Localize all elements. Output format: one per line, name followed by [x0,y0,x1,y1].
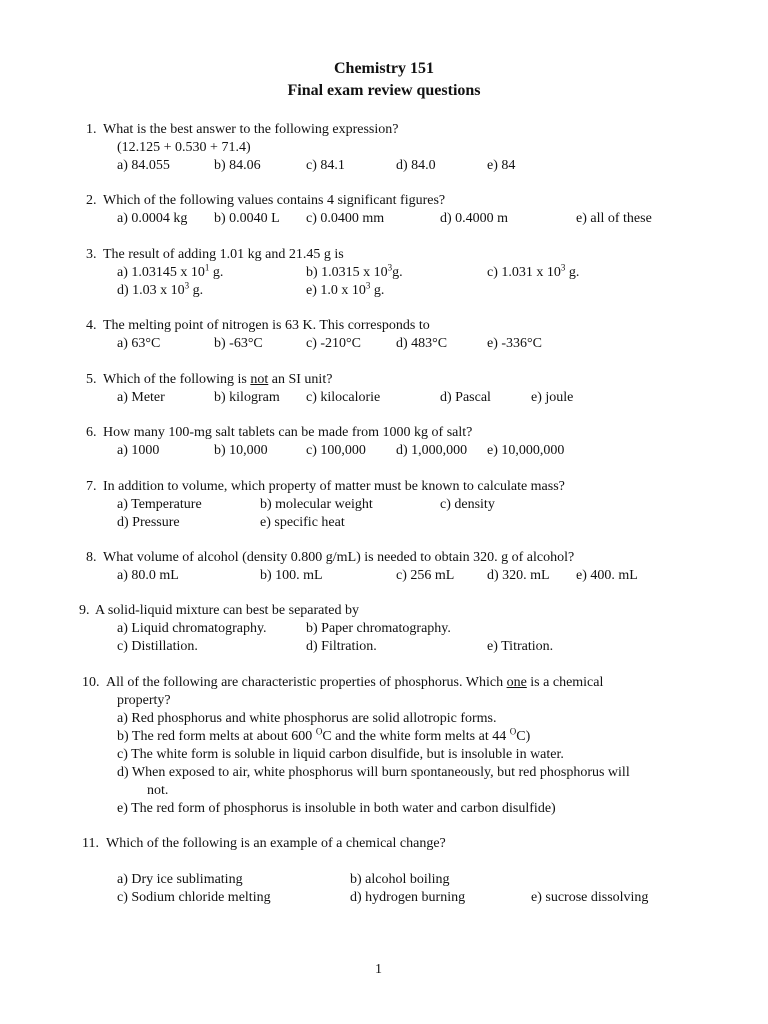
question-9-option-e: e) Titration. [487,639,554,654]
question-1-option-d: d) 84.0 [396,158,436,173]
question-7-option-d: d) Pressure [117,515,180,530]
question-4-option-d: d) 483°C [396,336,448,351]
question-6-option-c: c) 100,000 [306,443,366,458]
question-5-option-c: c) kilocalorie [306,390,381,405]
question-2-option-e: e) all of these [576,211,652,226]
question-10-number: 10. [82,675,100,690]
question-1-option-b: b) 84.06 [214,158,261,173]
question-11-number: 11. [82,836,99,851]
question-1-option-c: c) 84.1 [306,158,345,173]
question-6-option-d: d) 1,000,000 [396,443,468,458]
question-2-text: Which of the following values contains 4 significant figures? [103,193,446,208]
question-8-number: 8. [86,550,97,565]
question-11-option-e: e) sucrose dissolving [531,890,649,905]
question-10-text-line2: property? [117,693,171,708]
question-3-option-e: e) 1.0 x $10^3$ g. [306,280,385,298]
question-7-number: 7. [86,479,97,494]
question-10-option-e: e) The red form of phosphorus is insoluble in both water and carbon disulfide) [117,801,556,816]
question-8-option-a: a) 80.0 mL [117,568,179,583]
question-5-option-d: d) Pascal [440,390,491,405]
question-7-option-c: c) density [440,497,495,512]
question-6-text: How many 100-mg salt tablets can be made from 1000 kg of salt? [103,425,473,440]
question-8-option-e: e) 400. mL [576,568,638,583]
question-1-option-e: e) 84 [487,158,516,173]
question-11-option-c: c) Sodium chloride melting [117,890,271,905]
question-2-option-a: a) 0.0004 kg [117,211,188,226]
question-1-number: 1. [86,122,97,137]
question-3-option-a: a) 1.03145 x $10^1$ g. [117,262,224,280]
question-4-number: 4. [86,318,97,333]
question-4-text: The melting point of nitrogen is 63 K. This corresponds to [103,318,430,333]
question-11-option-d: d) hydrogen burning [350,890,466,905]
question-8-text: What volume of alcohol (density 0.800 g/mL) is needed to obtain 320. g of alcohol? [103,550,575,565]
question-10-text: All of the following are characteristic properties of phosphorus. Which one is a chemical [106,675,604,690]
question-5-number: 5. [86,372,97,387]
question-2-number: 2. [86,193,97,208]
question-11-option-a: a) Dry ice sublimating [117,872,243,887]
question-9-option-c: c) Distillation. [117,639,198,654]
question-8-option-c: c) 256 mL [396,568,455,583]
question-6-option-e: e) 10,000,000 [487,443,565,458]
question-10-option-d-continued: not. [147,783,169,798]
question-9-option-d: d) Filtration. [306,639,377,654]
question-4-option-c: c) -210°C [306,336,361,351]
page-title: Chemistry 151 [334,60,434,77]
question-4-option-a: a) 63°C [117,336,161,351]
question-10-option-c: c) The white form is soluble in liquid carbon disulfide, but is insoluble in water. [117,747,564,762]
question-9-number: 9. [79,603,90,618]
question-7-option-e: e) specific heat [260,515,345,530]
question-4-option-e: e) -336°C [487,336,542,351]
question-3-option-d: d) 1.03 x $10^3$ g. [117,280,204,298]
question-7-option-a: a) Temperature [117,497,202,512]
question-3-number: 3. [86,247,97,262]
question-8-option-d: d) 320. mL [487,568,550,583]
question-6-number: 6. [86,425,97,440]
question-1-option-a: a) 84.055 [117,158,170,173]
question-1-expression: (12.125 + 0.530 + 71.4) [117,140,251,155]
question-5-option-a: a) Meter [117,390,165,405]
question-10-option-a: a) Red phosphorus and white phosphorus are solid allotropic forms. [117,711,497,726]
question-3-option-c: c) 1.031 x $10^3$ g. [487,262,580,280]
question-3-option-b: b) 1.0315 x $10^3g$. [306,262,403,280]
question-11-text: Which of the following is an example of a chemical change? [106,836,446,851]
question-10-option-d: d) When exposed to air, white phosphorus will burn spontaneously, but red phosphorus will [117,765,630,780]
question-6-option-a: a) 1000 [117,443,160,458]
question-4-option-b: b) -63°C [214,336,263,351]
question-7-option-b: b) molecular weight [260,497,373,512]
question-1-text: What is the best answer to the following expression? [103,122,399,137]
question-2-option-d: d) 0.4000 m [440,211,509,226]
page-subtitle: Final exam review questions [287,82,481,99]
question-5-option-e: e) joule [531,390,574,405]
question-11-option-b: b) alcohol boiling [350,872,450,887]
question-10-option-b: b) The red form melts at about 600 $^O$C and the white form melts at 44 $^O$C) [117,726,531,744]
question-9-text: A solid-liquid mixture can best be separated by [95,603,359,618]
page-number: 1 [375,962,382,977]
question-6-option-b: b) 10,000 [214,443,268,458]
question-9-option-b: b) Paper chromatography. [306,621,451,636]
question-5-text: Which of the following is not an SI unit? [103,372,333,387]
question-2-option-b: b) 0.0040 L [214,211,280,226]
question-2-option-c: c) 0.0400 mm [306,211,385,226]
question-5-option-b: b) kilogram [214,390,280,405]
question-8-option-b: b) 100. mL [260,568,323,583]
question-9-option-a: a) Liquid chromatography. [117,621,267,636]
question-7-text: In addition to volume, which property of matter must be known to calculate mass? [103,479,565,494]
question-3-text: The result of adding 1.01 kg and 21.45 g is [103,247,344,262]
